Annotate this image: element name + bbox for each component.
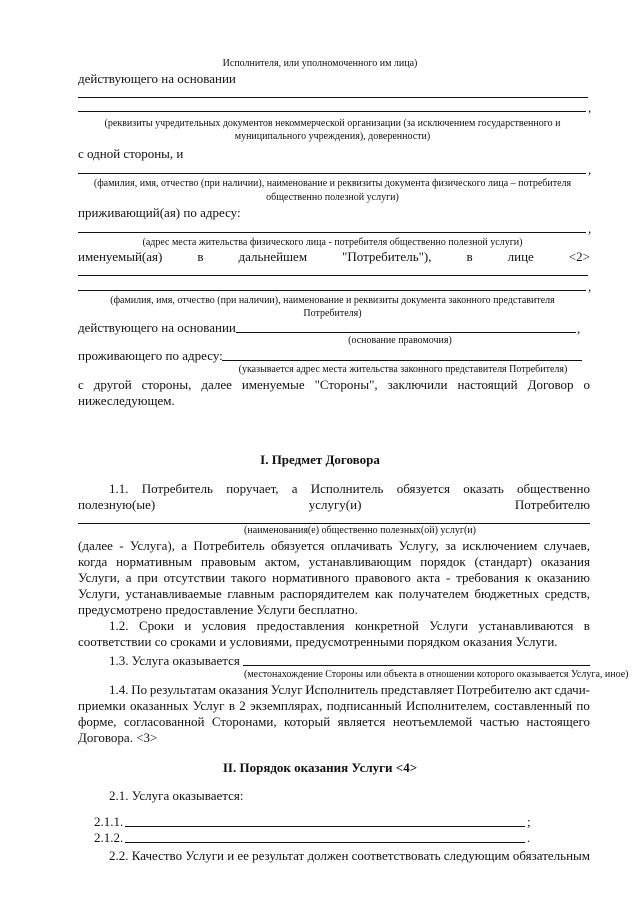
fill-line[interactable] [125,842,525,843]
one-side-text: с одной стороны, и [78,146,184,161]
p14-line-3: форме, согласованной Сторонами, который является неотъемлемой частью настоящего [78,714,590,729]
fill-line[interactable] [78,232,586,233]
fill-line[interactable] [78,523,590,524]
p21-text: 2.1. Услуга оказывается: [109,788,244,803]
fill-line[interactable] [222,360,582,361]
p14-line-1: 1.4. По результатам оказания Услуг Исполнитель представляет Потребителю акт сдачи- [109,682,590,697]
other-side-line: с другой стороны, далее именуемые "Стороны", заключили настоящий Договор о [78,377,590,392]
caption-address: (адрес места жительства физического лица - потребителя общественно полезной услуги) [142,237,523,248]
caption-service-name: (наименования(е) общественно полезных(ой) услуг(и) [244,525,476,536]
p13-text: 1.3. Услуга оказывается [109,653,240,668]
p212-label: 2.1.2. [94,830,124,845]
fill-line[interactable] [78,173,586,174]
p22-line-1: 2.2. Качество Услуги и ее результат должен соответствовать следующим обязательным [109,848,590,863]
comma: , [577,321,581,336]
caption-consumer-1: (фамилия, имя, отчество (при наличии), наименование и реквизиты документа физического лица – потребителя [93,178,572,189]
comma: , [588,221,592,236]
caption-representative-2: Потребителя) [303,308,362,319]
section-1-title: I. Предмет Договора [260,452,380,467]
p12-line-1: 1.2. Сроки и условия предоставления конкретной Услуги устанавливаются в [109,618,590,633]
comma: , [588,279,592,294]
p11-rest-4: Услуги, устанавливаемые главным распорядителем как получателем бюджетных средств, [78,586,590,601]
p11-line-1: 1.1. Потребитель поручает, а Исполнитель обязуется оказать общественно [109,481,590,496]
residing-label: приживающий(ая) по адресу: [78,205,241,220]
residing-label-2: проживающего по адресу: [78,348,223,363]
acting-basis-label: действующего на основании [78,71,236,86]
p11-rest-2: когда нормативным правовым актом, устанавливающим порядок (стандарт) оказания [78,554,590,569]
fill-line[interactable] [78,275,588,276]
p12-line-2: соответствии со сроками и условиями, предусмотренными порядком оказания Услуги. [78,634,558,649]
fill-line[interactable] [78,111,586,112]
named-line: именуемый(ая) в дальнейшем "Потребитель"), в лице <2> [78,249,590,264]
fill-line[interactable] [125,826,525,827]
p14-line-2: приемки оказанных Услуг в 2 экземплярах, подписанный Исполнителем, составленный по [78,698,590,713]
fill-line[interactable] [236,332,576,333]
caption-documents-1: (реквизиты учредительных документов некоммерческой организации (за исключением государственного и [104,118,561,129]
caption-consumer-2: общественно полезной услуги) [266,192,399,203]
fill-line[interactable] [78,290,586,291]
p11-line-2: полезную(ые) услугу(и) Потребителю [78,497,590,512]
p211-label: 2.1.1. [94,814,124,829]
p11-rest-1: (далее - Услуга), а Потребитель обязуется оплачивать Услугу, за исключением случаев, [78,538,590,553]
caption-rep-address: (указывается адрес места жительства законного представителя Потребителя) [238,364,568,375]
other-side-line-2: нижеследующем. [78,393,175,408]
caption-documents-2: муниципального учреждения), доверенности) [234,131,431,142]
caption-authority: (основание правомочия) [348,335,452,346]
caption-representative-1: (фамилия, имя, отчество (при наличии), наименование и реквизиты документа законного представителя [110,295,555,306]
fill-line[interactable] [243,665,590,666]
semicolon: ; [527,814,531,829]
section-2-title: II. Порядок оказания Услуги <4> [222,760,418,775]
p11-rest-3: Услуги, а при отсутствии такого нормативного правового акта - требования к оказанию [78,570,590,585]
acting-basis-label-2: действующего на основании [78,320,236,335]
caption-place: (местонахождение Стороны или объекта в отношении которого оказывается Услуга, иное) [244,669,629,680]
period: . [527,830,531,845]
fill-line[interactable] [78,97,588,98]
p14-last: Договора. <3> [78,730,158,745]
p11-last: предусмотрено предоставление Услуги бесплатно. [78,602,358,617]
comma: , [588,162,592,177]
comma: , [588,100,592,115]
caption-executor: Исполнителя, или уполномоченного им лица) [222,58,418,69]
